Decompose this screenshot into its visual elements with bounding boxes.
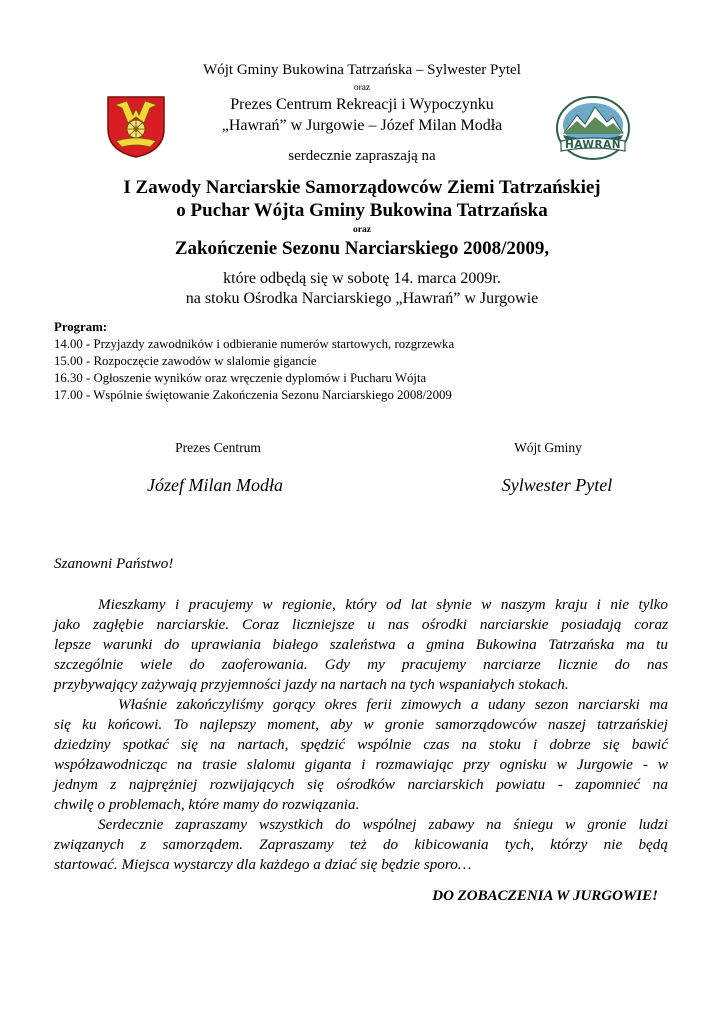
title-oraz: oraz: [353, 225, 371, 235]
signature-right-label: Wójt Gminy: [514, 440, 582, 455]
title-line-3: Zakończenie Sezonu Narciarskiego 2008/2009,: [174, 238, 550, 259]
event-line-2: na stoku Ośrodka Narciarskiego „Hawrań” w Jurgowie: [185, 290, 539, 307]
letter-line: chwilę o problemach, które mamy do rozwiązania.: [54, 796, 360, 813]
hawran-logo-text: HAWRAŃ: [564, 139, 622, 151]
letter-line: jednym z najprężniej rozwijających się ośrodków narciarskich powiatu - zapomnieć na: [54, 776, 668, 793]
program-item: 16.30 - Ogłoszenie wyników oraz wręczenie dyplomów i Pucharu Wójta: [54, 371, 427, 385]
program-item: 14.00 - Przyjazdy zawodników i odbieranie numerów startowych, rozgrzewka: [54, 337, 455, 351]
letter-line: związanych z samorządem. Zapraszamy też do kibicowania tych, którzy nie będą: [54, 836, 668, 853]
header-line-1: Wójt Gminy Bukowina Tatrzańska – Sylwester Pytel: [203, 62, 521, 78]
letter-line: startować. Miejsca wystarczy dla każdego a dziać się będzie sporo…: [54, 856, 472, 873]
letter-closing: DO ZOBACZENIA W JURGOWIE!: [432, 888, 658, 904]
signature-right-name: Sylwester Pytel: [501, 475, 613, 495]
title-line-2: o Puchar Wójta Gminy Bukowina Tatrzańska: [176, 200, 548, 221]
event-line-1: które odbędą się w sobotę 14. marca 2009r.: [223, 270, 501, 287]
signature-left-label: Prezes Centrum: [175, 440, 261, 455]
program-item: 17.00 - Wspólnie świętowanie Zakończenia Sezonu Narciarskiego 2008/2009: [54, 388, 452, 402]
signature-left-name: Józef Milan Modła: [147, 475, 283, 495]
letter-line: jako zagłębie narciarskie. Coraz liczniejsze u nas ośrodki narciarskie posiadają coraz: [54, 616, 668, 633]
letter-line: dziedziny spotkać się na nartach, spędzić wspólnie czas na stoku i dobrze się bawić: [54, 736, 668, 753]
header-line-2: Prezes Centrum Rekreacji i Wypoczynku: [230, 96, 494, 113]
letter-salutation: Szanowni Państwo!: [54, 555, 174, 572]
hawran-logo-icon: [555, 95, 631, 161]
header-oraz: oraz: [353, 83, 371, 93]
letter-line: Mieszkamy i pracujemy w regionie, który od lat słynie w naszym kraju i nie tylko: [98, 596, 668, 613]
letter-line: lepsze warunki do uprawiania białego szaleństwa a gmina Bukowina Tatrzańska ma tu: [54, 636, 668, 653]
program-item: 15.00 - Rozpoczęcie zawodów w slalomie gigancie: [54, 354, 317, 368]
title-line-1: I Zawody Narciarskie Samorządowców Ziemi Tatrzańskiej: [123, 177, 601, 198]
header-line-4: serdecznie zapraszają na: [288, 148, 436, 164]
letter-line: współzawodnicząc na trasie slalomu giganta i rozmawiając przy ognisku w Jurgowie - w: [54, 756, 668, 773]
letter-line: Właśnie zakończyliśmy gorący okres ferii zimowych a udany sezon narciarski ma: [118, 696, 668, 713]
letter-line: Serdecznie zapraszamy wszystkich do wspólnej zabawy na śniegu w gronie ludzi: [98, 816, 668, 833]
coat-of-arms-icon: [106, 95, 166, 159]
letter-line: się ku końcowi. To najlepszy moment, aby w gronie samorządowców naszej tatrzańskiej: [54, 716, 668, 733]
letter-line: przybywający zażywają przyjemności jazdy na nartach na tych wspaniałych stokach.: [54, 676, 569, 693]
letter-line: szczególnie wiele do zaoferowania. Gdy my pracujemy narciarze licznie do nas: [54, 656, 668, 673]
header-line-3: „Hawrań” w Jurgowie – Józef Milan Modła: [221, 117, 503, 134]
program-heading: Program:: [54, 320, 108, 334]
